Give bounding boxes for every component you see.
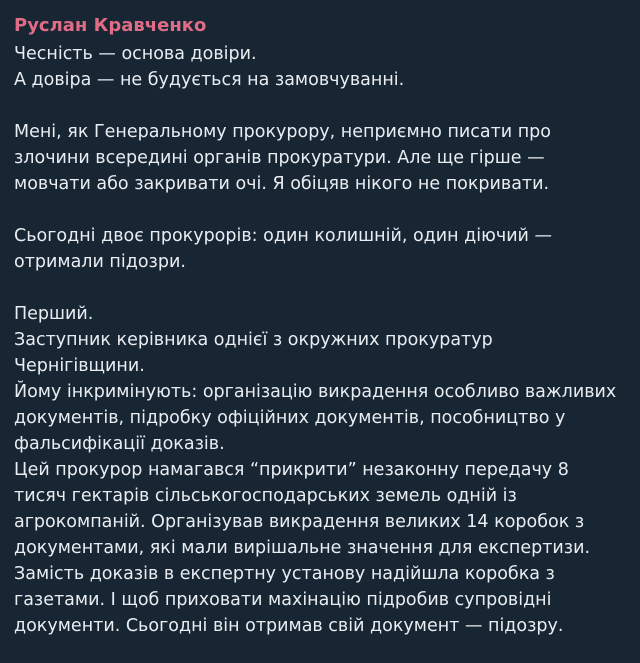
text-line: тисяч гектарів сільськогосподарських земель одній із [14, 486, 517, 506]
paragraph-1 [14, 41, 626, 93]
text-line: Йому інкримінують: організацію викрадення особливо важливих [14, 382, 617, 402]
text-line: Мені, як Генеральному прокурору, неприємно писати про [14, 122, 551, 142]
text-line: Замість доказів в експертну установу надійшла коробка з [14, 564, 555, 584]
text-line: Перший. [14, 304, 94, 324]
text-line: Чернігівщини. [14, 356, 145, 376]
text-line: фальсифікації доказів. [14, 434, 225, 454]
text-line: отримали підозри. [14, 252, 186, 272]
paragraph-4 [14, 301, 626, 639]
paragraph-2 [14, 119, 626, 197]
text-line: мовчати або закривати очі. Я обіцяв нікого не покривати. [14, 174, 550, 194]
text-line: агрокомпаній. Організував викрадення великих 14 коробок з [14, 512, 585, 532]
text-line: злочини всередині органів прокуратури. Але ще гірше — [14, 148, 545, 168]
text-line: Заступник керівника однієї з окружних прокуратур [14, 330, 493, 350]
paragraph-gap [14, 275, 626, 301]
paragraph-gap [14, 93, 626, 119]
text-line: Цей прокурор намагався “прикрити” незаконну передачу 8 [14, 460, 569, 480]
sender-name[interactable]: Руслан Кравченко [14, 15, 207, 36]
text-line: документи. Сьогодні він отримав свій документ — підозру. [14, 616, 564, 636]
paragraph-gap [14, 197, 626, 223]
text-line: документами, які мали вирішальне значення для експертизи. [14, 538, 591, 558]
text-line: Чесність — основа довіри. [14, 44, 257, 64]
text-line: газетами. І щоб приховати махінацію підробив супровідні [14, 590, 552, 610]
paragraph-3 [14, 223, 626, 275]
text-line: Сьогодні двоє прокурорів: один колишній, один діючий — [14, 226, 552, 246]
text-line: документів, підробку офіційних документів, пособництво у [14, 408, 566, 428]
message-text [14, 41, 626, 639]
text-line: А довіра — не будується на замовчуванні. [14, 70, 405, 90]
